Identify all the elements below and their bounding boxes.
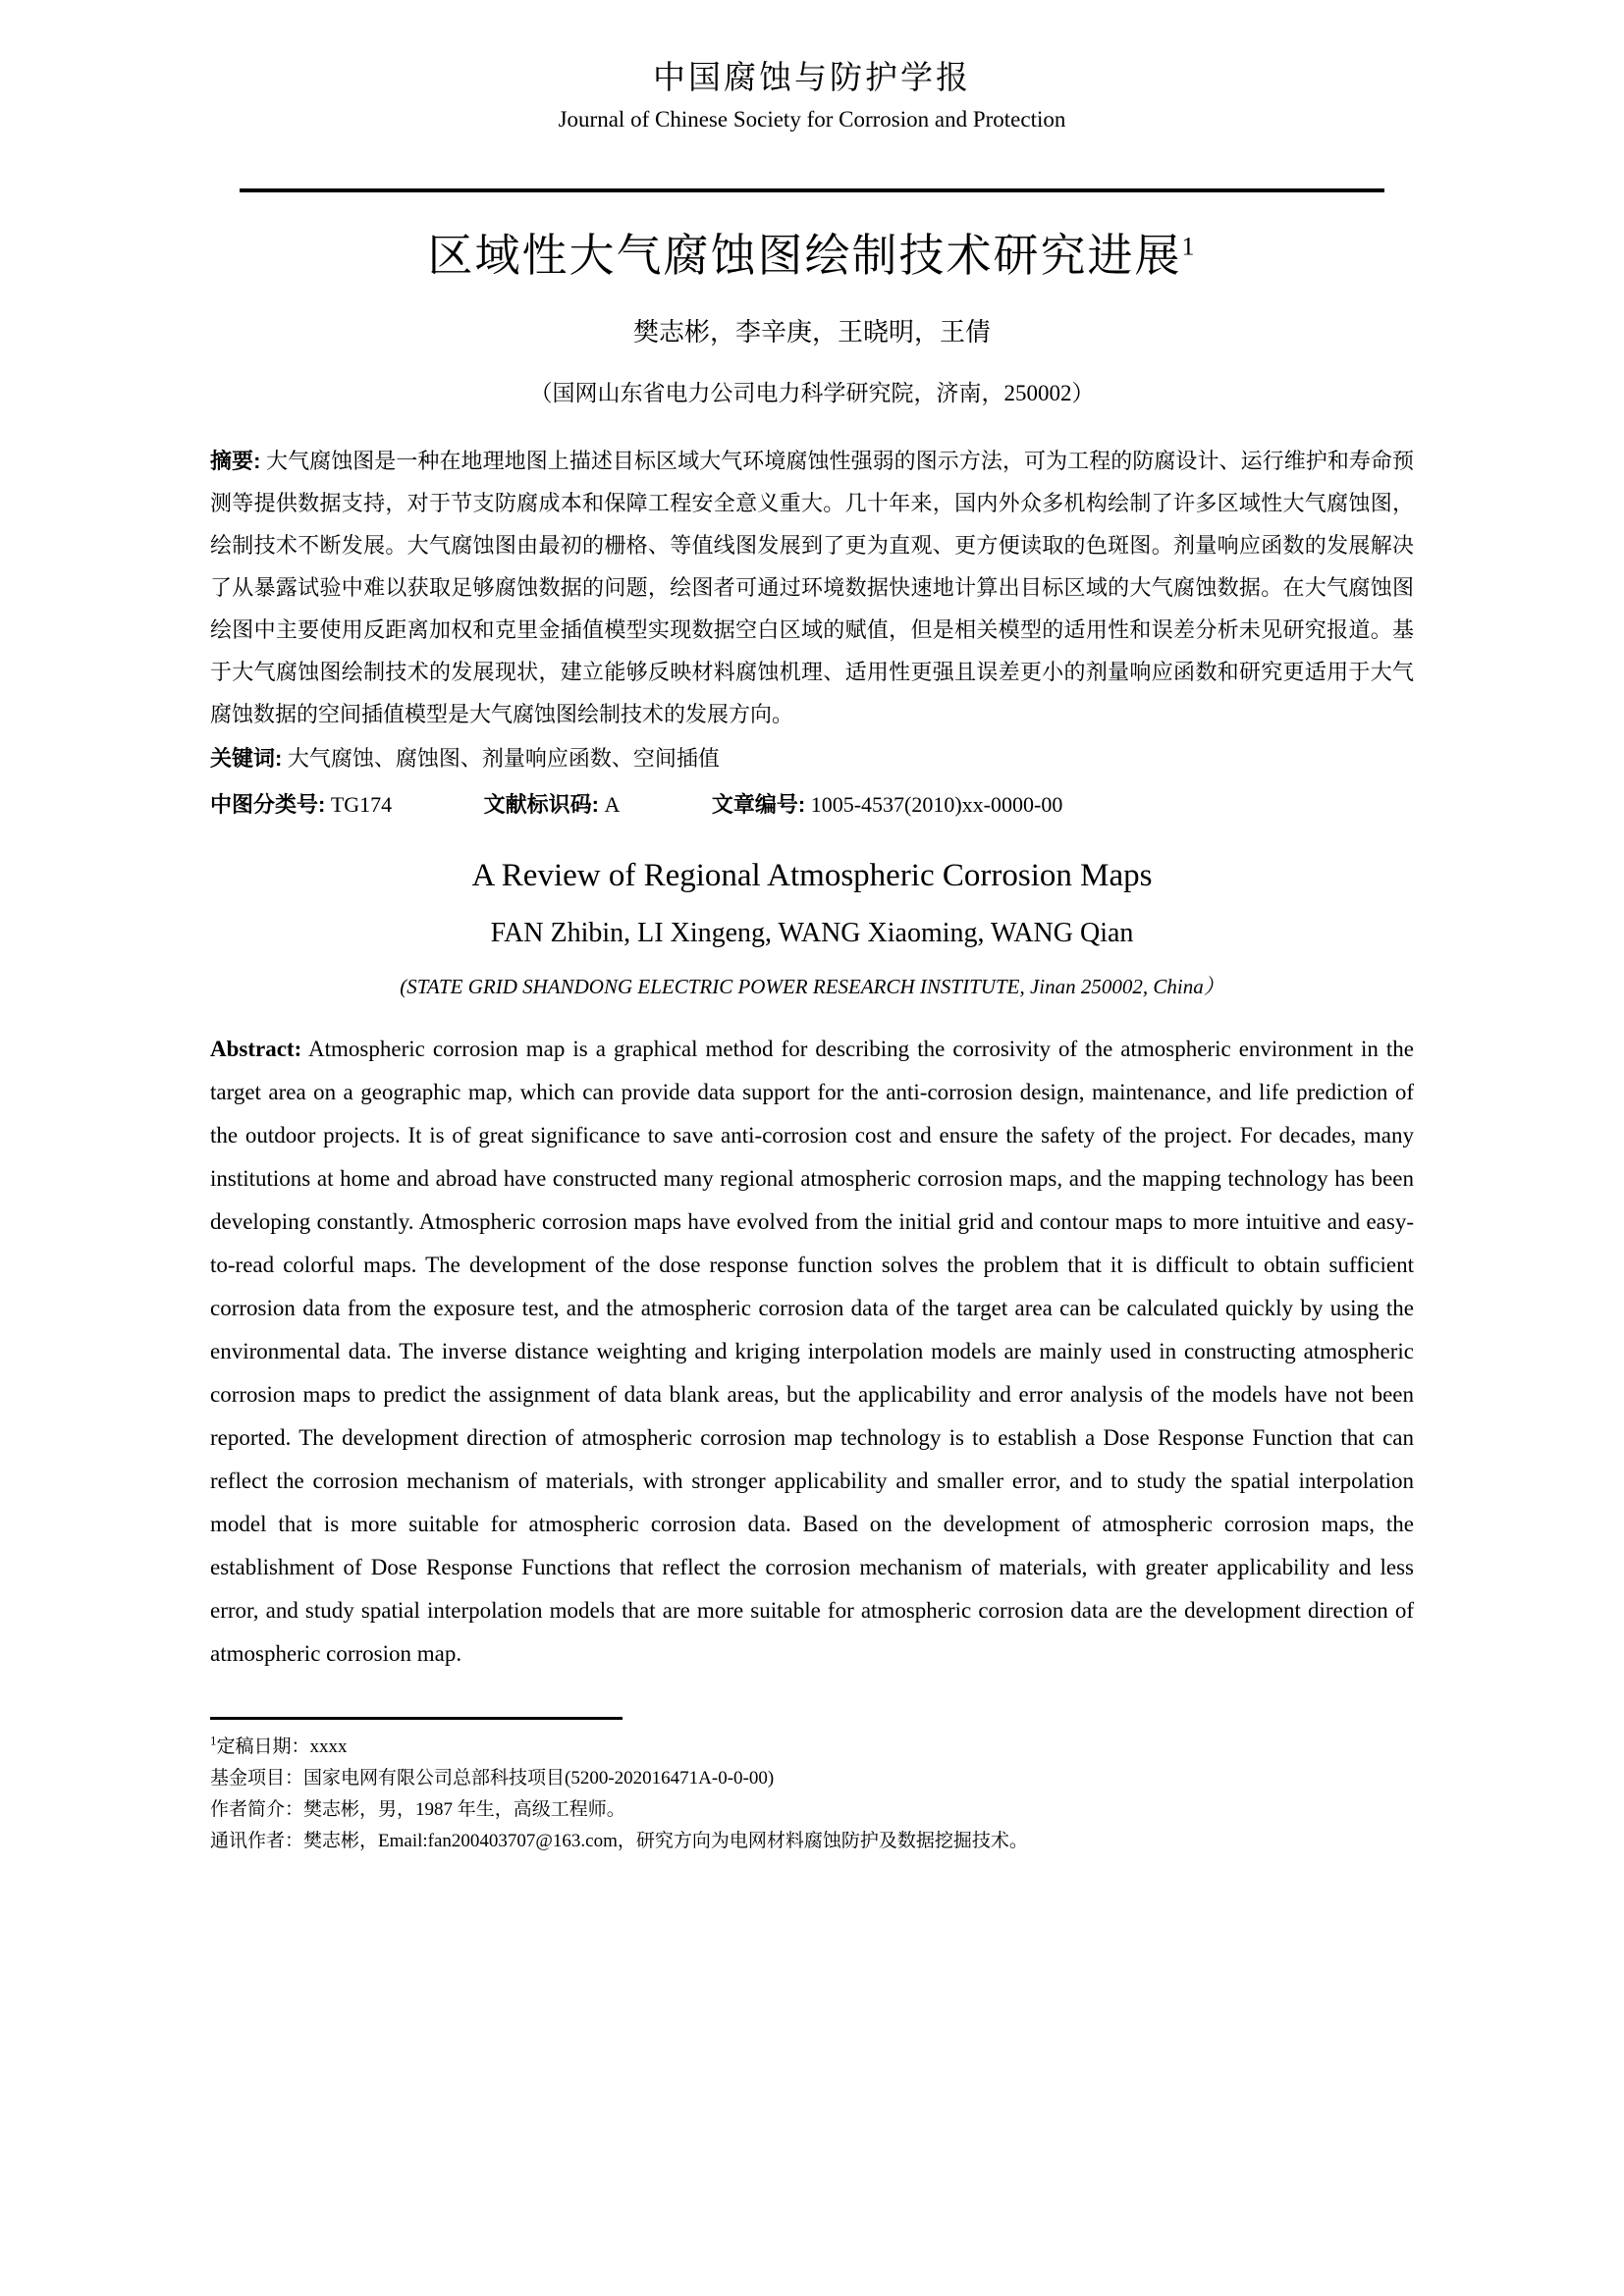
doc-code-value: A xyxy=(604,792,621,817)
clc-value: TG174 xyxy=(330,792,393,817)
footnote-label: 作者简介： xyxy=(210,1799,304,1820)
footnote-line xyxy=(210,1732,1414,1763)
footnote-text: 樊志彬，Email:fan200403707@163.com，研究方向为电网材料腐蚀防护及数据挖掘技术。 xyxy=(303,1831,1028,1851)
abstract-en-label: Abstract: xyxy=(210,1037,302,1061)
affiliation-cn: （国网山东省电力公司电力科学研究院，济南，250002） xyxy=(529,381,1095,405)
footnote-line xyxy=(210,1794,1414,1826)
journal-name-cn: 中国腐蚀与防护学报 xyxy=(653,61,971,96)
clc-label: 中图分类号: xyxy=(210,792,326,817)
article-id-label: 文章编号: xyxy=(711,792,806,817)
abstract-en xyxy=(210,1028,1414,1676)
header-divider xyxy=(240,188,1384,192)
abstract-en-text: Atmospheric corrosion map is a graphical method for describing the corrosivity of the atmospheric environment in the target area on a geographic map, which can provide data support for the anti-corrosion design, maintenance, and life prediction of the outdoor projects. It is of great significance to save anti-corrosion cost and ensure the safety of the project. For decades, many institutions at home and abroad have constructed many regional atmospheric corrosion maps, and the mapping technology has been developing constantly. Atmospheric corrosion maps have evolved from the initial grid and contour maps to more intuitive and easy-to-read colorful maps. The development of the dose response function solves the problem that it is difficult to obtain sufficient corrosion data from the exposure test, and the atmospheric corrosion data of the target area can be calculated quickly by using the environmental data. The inverse distance weighting and kriging interpolation models are mainly used in constructing atmospheric corrosion maps to predict the assignment of data blank areas, but the applicability and error analysis of the models have not been reported. The development direction of atmospheric corrosion map technology is to establish a Dose Response Function that can reflect the corrosion mechanism of materials, with stronger applicability and smaller error, and to study the spatial interpolation model that is more suitable for atmospheric corrosion data. Based on the development of atmospheric corrosion maps, the establishment of Dose Response Functions that reflect the corrosion mechanism of materials, with greater applicability and less error, and study spatial interpolation models that are more suitable for atmospheric corrosion data are the development direction of atmospheric corrosion map. xyxy=(210,1037,1415,1666)
authors-cn: 樊志彬，李辛庚，王晓明，王倩 xyxy=(632,318,991,347)
keywords-line xyxy=(210,737,1414,779)
keywords-label: 关键词: xyxy=(210,746,283,771)
keywords-text: 大气腐蚀、腐蚀图、剂量响应函数、空间插值 xyxy=(287,746,720,771)
classification-line xyxy=(210,783,1414,826)
article-title-cn xyxy=(210,226,1414,287)
article-title-en: A Review of Regional Atmospheric Corrosion Maps xyxy=(471,858,1153,893)
footnote-text: 国家电网有限公司总部科技项目(5200-202016471A-0-0-00) xyxy=(303,1768,775,1789)
clc-group xyxy=(210,783,392,826)
footnote-label: 通讯作者： xyxy=(210,1831,304,1851)
footnote-label: 定稿日期： xyxy=(216,1736,310,1757)
footnote-label: 基金项目： xyxy=(210,1768,304,1789)
article-title-cn-text: 区域性大气腐蚀图绘制技术研究进展 xyxy=(427,231,1182,281)
affiliation-en: (STATE GRID SHANDONG ELECTRIC POWER RESEARCH INSTITUTE, Jinan 250002, China） xyxy=(400,975,1224,998)
abstract-cn-label: 摘要: xyxy=(210,449,261,473)
authors-en: FAN Zhibin, LI Xingeng, WANG Xiaoming, WANG Qian xyxy=(490,918,1134,948)
doc-code-group xyxy=(484,783,621,826)
footnote-text: xxxx xyxy=(309,1736,348,1757)
footnote-separator xyxy=(210,1717,623,1720)
footnote-mark: 1 xyxy=(210,1733,217,1748)
title-footnote-mark: 1 xyxy=(1181,232,1197,261)
journal-name-en: Journal of Chinese Society for Corrosion and Protection xyxy=(558,107,1066,132)
abstract-cn-text: 大气腐蚀图是一种在地理地图上描述目标区域大气环境腐蚀性强弱的图示方法，可为工程的防腐设计、运行维护和寿命预测等提供数据支持，对于节支防腐成本和保障工程安全意义重大。几十年来，国内外众多机构绘制了许多区域性大气腐蚀图，绘制技术不断发展。大气腐蚀图由最初的栅格、等值线图发展到了更为直观、更方便读取的色斑图。剂量响应函数的发展解决了从暴露试验中难以获取足够腐蚀数据的问题，绘图者可通过环境数据快速地计算出目标区域的大气腐蚀数据。在大气腐蚀图绘图中主要使用反距离加权和克里金插值模型实现数据空白区域的赋值，但是相关模型的适用性和误差分析未见研究报道。基于大气腐蚀图绘制技术的发展现状，建立能够反映材料腐蚀机理、适用性更强且误差更小的剂量响应函数和研究更适用于大气腐蚀数据的空间插值模型是大气腐蚀图绘制技术的发展方向。 xyxy=(210,449,1415,726)
article-id-value: 1005-4537(2010)xx-0000-00 xyxy=(810,792,1063,817)
doc-code-label: 文献标识码: xyxy=(483,792,599,817)
abstract-cn xyxy=(210,440,1414,735)
article-id-group xyxy=(712,783,1062,826)
footnote-text: 樊志彬，男，1987 年生，高级工程师。 xyxy=(303,1799,625,1820)
footnote-line xyxy=(210,1763,1414,1794)
footnote-line xyxy=(210,1826,1414,1857)
